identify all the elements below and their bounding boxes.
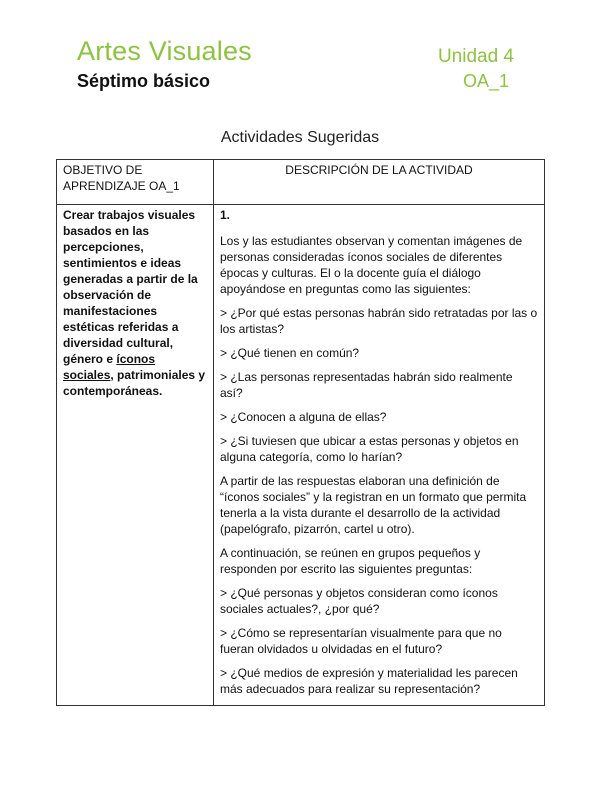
header-subtitle: Séptimo básico — [77, 71, 211, 91]
activity-question: > ¿Por qué estas personas habrán sido retratadas por las o los artistas? — [220, 306, 538, 336]
activities-table — [56, 159, 545, 706]
header-title: Artes Visuales — [77, 36, 252, 66]
activity-paragraph: A partir de las respuestas elaboran una definición de “íconos sociales” y la registran en un formato que permita tenerla a la vista durante el desarrollo de la actividad (papelógrafo, pizarrón, cartel u otro). — [220, 474, 527, 536]
activity-paragraph: A continuación, se reúnen en grupos pequeños y responden por escrito las siguientes preguntas: — [220, 546, 481, 576]
activity-question: > ¿Cómo se representarían visualmente para que no fueran olvidados u olvidadas en el futuro? — [220, 626, 502, 656]
table-header-row — [57, 160, 545, 205]
header-oa: OA_1 — [462, 71, 509, 91]
objective-text — [63, 207, 207, 399]
activity-question: > ¿Si tuviesen que ubicar a estas personas y objetos en alguna categoría, como lo harían? — [220, 434, 519, 464]
description-column-header: DESCRIPCIÓN DE LA ACTIVIDAD — [214, 160, 545, 205]
activity-question: > ¿Qué personas y objetos consideran como íconos sociales actuales?, ¿por qué? — [220, 586, 498, 616]
objective-column-header: OBJETIVO DE APRENDIZAJE OA_1 — [57, 160, 214, 205]
activity-question: > ¿Las personas representadas habrán sido realmente así? — [220, 370, 513, 400]
activity-number: 1. — [220, 208, 231, 222]
section-title: Actividades Sugeridas — [220, 129, 380, 146]
table-row — [57, 205, 545, 706]
objective-text-part2: , patrimoniales y contemporáneas. — [63, 368, 206, 398]
header-unit: Unidad 4 — [437, 46, 514, 67]
activity-question: > ¿Qué medios de expresión y materialidad les parecen más adecuados para realizar su representación? — [220, 666, 518, 696]
iconos-sociales-link[interactable]: íconos sociales — [63, 352, 156, 382]
objective-cell — [57, 205, 214, 706]
description-cell — [214, 205, 545, 706]
activity-question: > ¿Qué tienen en común? — [220, 346, 360, 360]
objective-text-part1: Crear trabajos visuales basados en las percepciones, sentimientos e ideas generadas a partir de la observación de manifestaciones estéticas referidas a diversidad cultural, género e — [63, 208, 198, 366]
activity-question: > ¿Conocen a alguna de ellas? — [220, 410, 387, 424]
activity-paragraph: Los y las estudiantes observan y comentan imágenes de personas consideradas íconos sociales de diferentes épocas y culturas. El o la docente guía el diálogo apoyándose en preguntas como las siguientes: — [220, 234, 523, 296]
